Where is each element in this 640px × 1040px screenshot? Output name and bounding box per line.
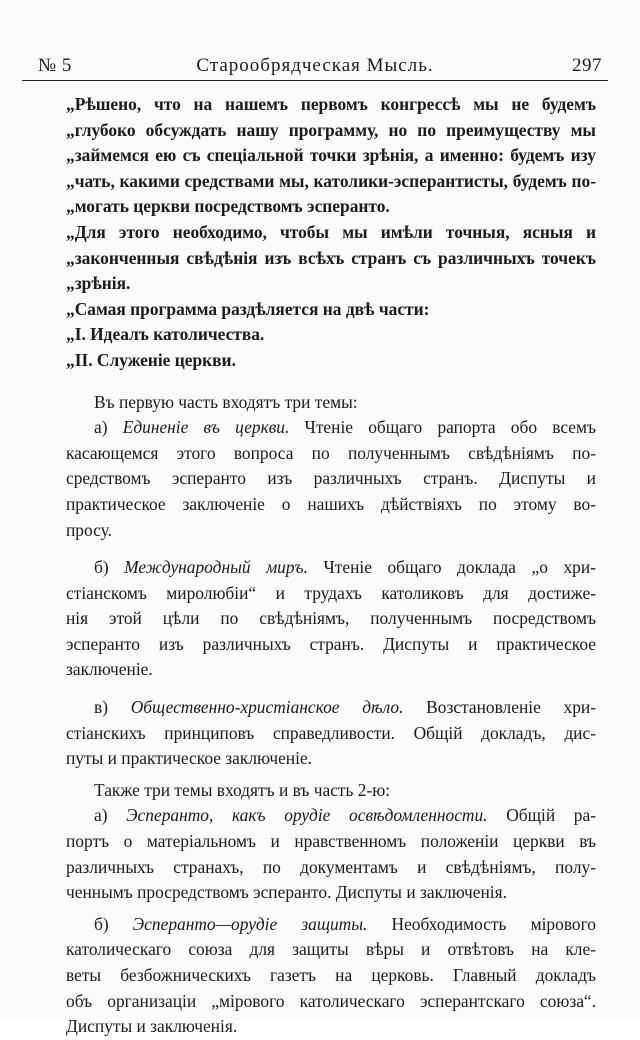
page-body: [66, 92, 596, 1040]
text-line: „могать церкви посредствомъ эсперанто.: [66, 196, 390, 217]
page-number: 297: [572, 55, 602, 76]
text-line: эсперанто изъ различныхъ странъ. Диспуты и практическое: [66, 633, 596, 654]
text-fragment: Чтеніе общаго доклада „о хри-: [307, 557, 596, 578]
text-line: путы и практическое заключеніе.: [66, 748, 313, 769]
text-line: заключеніе.: [66, 659, 153, 680]
topic-label: б): [94, 557, 125, 578]
text-line: Въ первую часть входятъ три темы:: [94, 391, 358, 412]
text-line: нія этой цѣли по свѣдѣніямъ, полученнымъ посредствомъ: [66, 608, 596, 629]
text-line: „законченныя свѣдѣнія изъ всѣхъ странъ съ различныхъ точекъ: [66, 247, 596, 268]
part-one-intro: [66, 390, 596, 416]
quote-paragraph-3: [66, 297, 596, 323]
text-line: Диспуты и заключенія.: [66, 1016, 238, 1037]
journal-title: Старообрядческая Мысль.: [196, 55, 434, 76]
text-line: [66, 415, 596, 441]
text-line: „глубоко обсуждать нашу программу, но по преимуществу мы: [66, 119, 596, 140]
topic-heading: Международный миръ.: [124, 557, 308, 578]
text-line: „II. Служеніе церкви.: [66, 349, 236, 370]
topic-label: в): [94, 697, 131, 718]
text-line: [66, 695, 596, 721]
topic-heading: Единеніе въ церкви.: [122, 417, 290, 438]
text-line: „Для этого необходимо, чтобы мы имѣли точныя, ясныя и: [66, 221, 596, 242]
text-line: практическое заключеніе о нашихъ дѣйствіяхъ по этому во-: [66, 493, 596, 514]
text-fragment: Возстановленіе хри-: [403, 697, 597, 718]
topic-heading: Эсперанто—орудіе защиты.: [132, 913, 368, 934]
text-line: объ организаціи „мірового католическаго эсперантскаго союза“.: [66, 990, 596, 1011]
topic-heading: Эсперанто, какъ орудіе освѣдомленности.: [126, 805, 488, 826]
topic-1b: [66, 555, 596, 683]
text-line: „займемся ею съ спеціальной точки зрѣнія, а именно: будемъ изу: [66, 145, 596, 166]
quote-paragraph-2: [66, 220, 596, 297]
part-two-intro: [66, 778, 596, 804]
topic-label: а): [94, 805, 127, 826]
text-fragment: Чтеніе общаго рапорта обо всемъ: [289, 417, 596, 438]
text-line: „Рѣшено, что на нашемъ первомъ конгрессѣ мы не будемъ: [66, 94, 596, 114]
text-line: „зрѣнія.: [66, 273, 131, 294]
text-line: „I. Идеалъ католичества.: [66, 324, 265, 345]
text-line: средствомъ эсперанто изъ различныхъ странъ. Диспуты и: [66, 468, 596, 489]
text-line: касающемся этого вопроса по полученнымъ свѣдѣніямъ по-: [66, 442, 596, 463]
text-line: просу.: [66, 519, 112, 540]
text-line: стіанскомъ миролюбіи“ и трудахъ католиковъ для достиже-: [66, 582, 596, 603]
topic-label: а): [94, 417, 123, 438]
text-line: [66, 803, 596, 829]
text-line: ченнымъ просредствомъ эсперанто. Диспуты и заключенія.: [66, 882, 507, 903]
issue-number: № 5: [38, 55, 72, 76]
text-line: Также три темы входятъ и въ часть 2-ю:: [94, 779, 391, 800]
text-line: католическаго союза для защиты вѣры и отвѣтовъ на кле-: [66, 939, 596, 960]
text-fragment: Необходимость мірового: [367, 913, 596, 934]
topic-1a: [66, 415, 596, 543]
text-line: веты безбожническихъ газетъ на церковь. Главный докладъ: [66, 965, 596, 985]
topic-1c: [66, 695, 596, 772]
topic-2a: [66, 803, 596, 905]
running-header: [22, 54, 608, 81]
text-line: [66, 555, 596, 581]
text-line: портъ о матеріальномъ и нравственномъ положеніи церкви въ: [66, 831, 596, 852]
topic-2b: [66, 912, 596, 1040]
text-line: стіанскихъ принциповъ справедливости. Общій докладъ, дис-: [66, 722, 596, 743]
topic-heading: Общественно-христіанское дѣло.: [130, 697, 404, 718]
program-part-2: [66, 348, 596, 374]
program-part-1: [66, 322, 596, 348]
text-line: [66, 912, 596, 938]
text-line: „чать, какими средствами мы, католики-эсперантисты, будемъ по-: [66, 170, 596, 191]
text-line: „Самая программа раздѣляется на двѣ части:: [66, 298, 430, 319]
topic-label: б): [94, 913, 133, 934]
text-line: различныхъ странахъ, по документамъ и свѣдѣніямъ, полу-: [66, 856, 596, 877]
quote-paragraph-1: [66, 92, 596, 220]
text-fragment: Общій ра-: [487, 805, 596, 826]
